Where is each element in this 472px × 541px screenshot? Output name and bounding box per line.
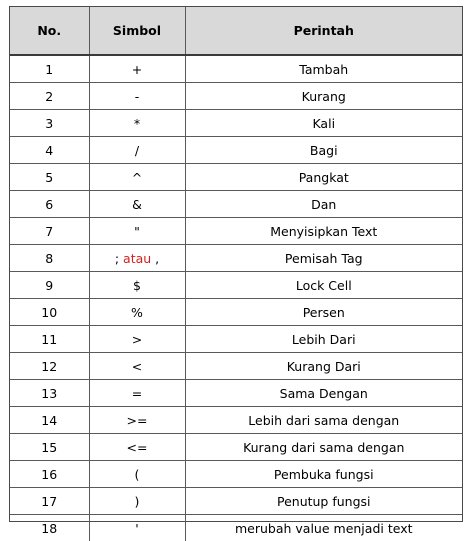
symbol-semicolon: ;: [115, 251, 119, 266]
header-no: No.: [10, 7, 89, 55]
symbol-comma: ,: [155, 251, 159, 266]
table-row: [10, 407, 462, 434]
cell-command: Dan: [185, 191, 462, 218]
table-row: [10, 164, 462, 191]
cell-symbol: (: [89, 461, 185, 488]
cell-command: Pemisah Tag: [185, 245, 462, 272]
cell-command: Lebih dari sama dengan: [185, 407, 462, 434]
cell-no: 15: [10, 434, 89, 461]
table-row: [10, 83, 462, 110]
cell-no: 11: [10, 326, 89, 353]
cell-command: Penutup fungsi: [185, 488, 462, 515]
cell-no: 16: [10, 461, 89, 488]
symbol-or-word: atau: [123, 251, 151, 266]
table-row: [10, 380, 462, 407]
cell-command: Pembuka fungsi: [185, 461, 462, 488]
cell-command: Lock Cell: [185, 272, 462, 299]
table-row: [10, 461, 462, 488]
cell-command: Kurang: [185, 83, 462, 110]
cell-symbol: ): [89, 488, 185, 515]
cell-symbol: *: [89, 110, 185, 137]
cell-symbol: ": [89, 218, 185, 245]
cell-no: 12: [10, 353, 89, 380]
table-row: [10, 110, 462, 137]
cell-no: 1: [10, 55, 89, 83]
cell-command: Tambah: [185, 55, 462, 83]
cell-symbol: %: [89, 299, 185, 326]
cell-no: 4: [10, 137, 89, 164]
cell-symbol: [89, 245, 185, 272]
cell-symbol: <=: [89, 434, 185, 461]
cell-symbol: <: [89, 353, 185, 380]
symbol-table: [10, 7, 462, 541]
table-header: [10, 7, 462, 55]
symbol-table-container: [9, 6, 463, 522]
cell-command: Kurang Dari: [185, 353, 462, 380]
cell-symbol: >: [89, 326, 185, 353]
table-body: [10, 55, 462, 541]
cell-command: Lebih Dari: [185, 326, 462, 353]
cell-symbol: +: [89, 55, 185, 83]
cell-no: 13: [10, 380, 89, 407]
table-row: [10, 299, 462, 326]
cell-command: Sama Dengan: [185, 380, 462, 407]
cell-command: Kali: [185, 110, 462, 137]
table-row: [10, 353, 462, 380]
cell-symbol: =: [89, 380, 185, 407]
table-row: [10, 272, 462, 299]
cell-no: 9: [10, 272, 89, 299]
header-row: [10, 7, 462, 55]
table-row: [10, 55, 462, 83]
cell-symbol: $: [89, 272, 185, 299]
cell-no: 14: [10, 407, 89, 434]
table-row: [10, 488, 462, 515]
table-row: [10, 218, 462, 245]
table-row: [10, 137, 462, 164]
cell-command: Menyisipkan Text: [185, 218, 462, 245]
table-row: [10, 326, 462, 353]
cell-command: merubah value menjadi text: [185, 515, 462, 541]
cell-no: 10: [10, 299, 89, 326]
cell-command: Bagi: [185, 137, 462, 164]
cell-symbol: -: [89, 83, 185, 110]
cell-no: 7: [10, 218, 89, 245]
cell-no: 8: [10, 245, 89, 272]
cell-symbol: ': [89, 515, 185, 541]
table-row: [10, 245, 462, 272]
cell-symbol: >=: [89, 407, 185, 434]
cell-command: Persen: [185, 299, 462, 326]
cell-command: Pangkat: [185, 164, 462, 191]
cell-symbol: &: [89, 191, 185, 218]
header-command: Perintah: [185, 7, 462, 55]
cell-symbol: /: [89, 137, 185, 164]
table-row: [10, 191, 462, 218]
cell-no: 2: [10, 83, 89, 110]
cell-no: 6: [10, 191, 89, 218]
table-row: [10, 434, 462, 461]
cell-no: 3: [10, 110, 89, 137]
header-symbol: Simbol: [89, 7, 185, 55]
cell-no: 17: [10, 488, 89, 515]
cell-no: 5: [10, 164, 89, 191]
cell-command: Kurang dari sama dengan: [185, 434, 462, 461]
cell-symbol: ^: [89, 164, 185, 191]
cell-no: 18: [10, 515, 89, 541]
table-row: [10, 515, 462, 541]
